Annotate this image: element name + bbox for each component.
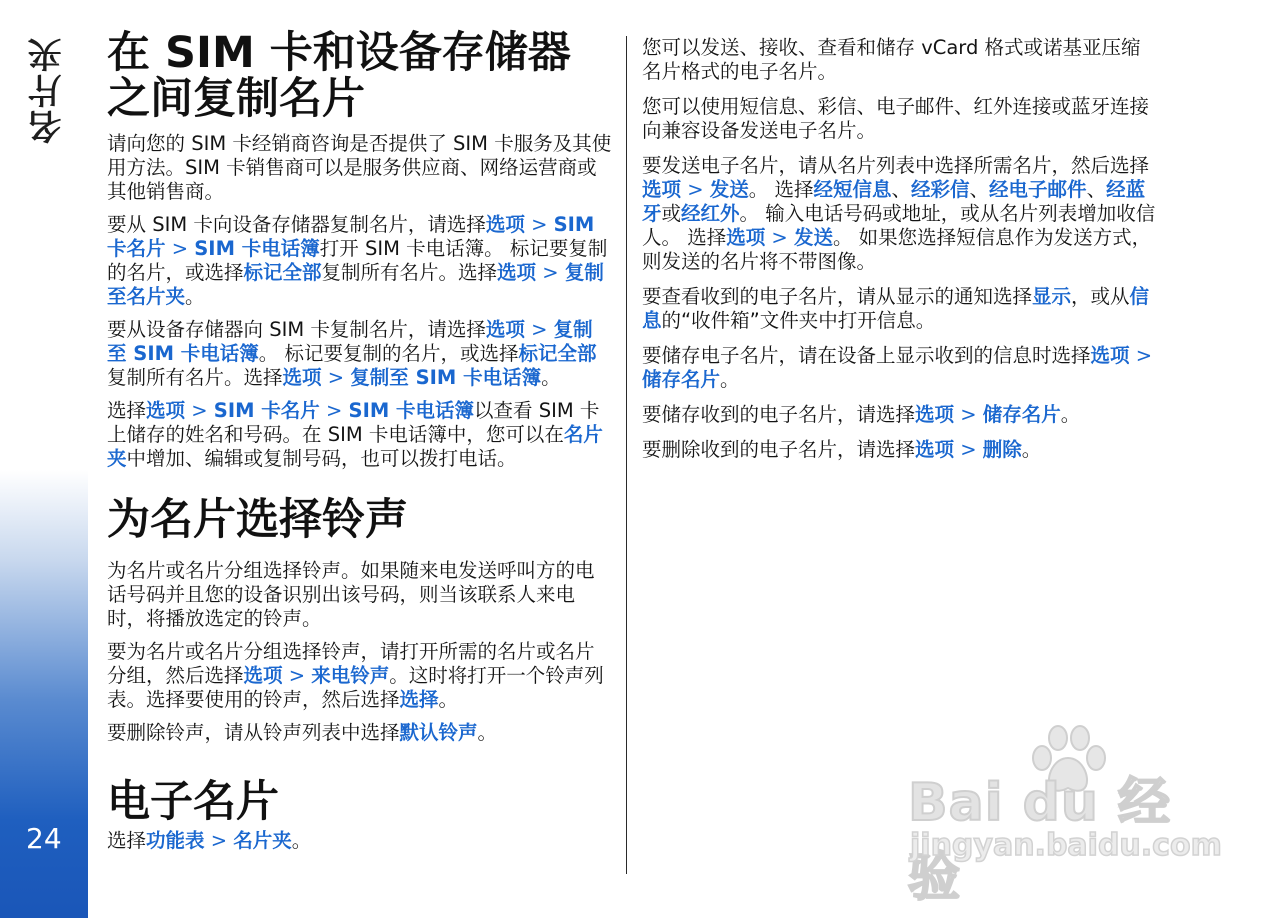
text-run: 以查看 SIM 卡上储存的姓名和号码。在 SIM 卡电话簿中，您可以在: [107, 399, 600, 446]
menu-command: 选项: [485, 318, 525, 341]
menu-command: 储存名片: [982, 403, 1061, 426]
section-heading-copy-contacts: 在 SIM 卡和设备存储器之间复制名片: [107, 28, 571, 124]
paragraph: [107, 318, 612, 390]
paragraph: [107, 213, 612, 309]
text-run: 中增加、编辑或复制号码，也可以拨打电话。: [126, 447, 517, 470]
paragraph: [642, 344, 1157, 392]
menu-command: SIM 卡电话簿: [194, 237, 320, 260]
text-run: 。 选择: [748, 178, 814, 201]
menu-command: 来电铃声: [311, 664, 390, 687]
menu-command: 标记全部: [518, 342, 597, 365]
text-run: 。 如果您选择短信息作为发送方式，则发送的名片将不带图像。: [642, 226, 1152, 273]
menu-separator: >: [524, 213, 554, 236]
menu-command: 功能表: [146, 829, 205, 852]
right-column: [642, 36, 1157, 473]
menu-separator: >: [954, 403, 983, 426]
menu-separator: >: [185, 399, 214, 422]
text-run: 您可以发送、接收、查看和储存 vCard 格式或诺基亚压缩名片格式的电子名片。: [642, 36, 1141, 83]
menu-separator: >: [1129, 344, 1153, 367]
text-run: 的“收件箱”文件夹中打开信息。: [661, 309, 936, 332]
paragraph: [107, 829, 612, 853]
text-run: 要为名片或名片分组选择铃声，请打开所需的名片或名片分组，然后选择: [107, 640, 595, 687]
text-run: 、: [891, 178, 912, 201]
text-run: 选择: [107, 829, 147, 852]
section-title: 名片夹: [28, 36, 68, 144]
menu-command: 信息: [642, 285, 1150, 332]
menu-separator: >: [681, 178, 710, 201]
paragraph: [642, 36, 1157, 84]
text-run: 选择: [107, 399, 147, 422]
text-run: 要删除收到的电子名片，请选择: [642, 438, 916, 461]
text-run: 、: [1086, 178, 1107, 201]
menu-separator: >: [536, 261, 565, 284]
watermark-url: jingyan.baidu.com: [910, 828, 1222, 863]
section-heading-business-cards: 电子名片: [107, 777, 279, 827]
text-run: 为名片或名片分组选择铃声。如果随来电发送呼叫方的电话号码并且您的设备识别出该号码，则当该联系人来电时，将播放选定的铃声。: [107, 559, 595, 630]
text-run: 要储存收到的电子名片，请选择: [642, 403, 916, 426]
text-run: 请向您的 SIM 卡经销商咨询是否提供了 SIM 卡服务及其使用方法。SIM 卡销售商可以是服务供应商、网络运营商或其他销售商。: [107, 132, 612, 203]
text-run: 打开 SIM 卡电话簿。 标记要复制的名片，或选择: [107, 237, 608, 284]
menu-command: 储存名片: [642, 368, 721, 391]
paragraph: [642, 438, 1157, 462]
menu-separator: >: [524, 318, 554, 341]
menu-command: 标记全部: [243, 261, 322, 284]
text-run: 。: [1060, 403, 1081, 426]
paragraph: [107, 559, 612, 631]
menu-command: 选择: [399, 688, 439, 711]
menu-command: 名片夹: [233, 829, 292, 852]
text-run: 。: [1021, 438, 1042, 461]
menu-command: SIM 卡名片: [107, 213, 595, 260]
menu-command: 复制至 SIM 卡电话簿: [107, 318, 593, 365]
text-run: 。 标记要复制的名片，或选择: [258, 342, 519, 365]
text-run: 。: [720, 368, 740, 391]
paragraph: [107, 640, 612, 712]
menu-command: 选项: [282, 366, 322, 389]
menu-command: 选项: [642, 178, 682, 201]
text-run: 。: [541, 366, 561, 389]
menu-command: 经彩信: [911, 178, 970, 201]
text-run: 要发送电子名片，请从名片列表中选择所需名片，然后选择: [642, 154, 1150, 177]
page-number: 24: [26, 822, 62, 855]
menu-command: SIM 卡电话簿: [348, 399, 475, 422]
menu-command: 经电子邮件: [989, 178, 1087, 201]
menu-command: 发送: [709, 178, 749, 201]
text-run: 您可以使用短信息、彩信、电子邮件、红外连接或蓝牙连接向兼容设备发送电子名片。: [642, 95, 1150, 142]
menu-command: 默认铃声: [399, 721, 478, 744]
paragraph: [107, 721, 612, 745]
paragraph: [107, 399, 612, 471]
menu-command: 经蓝牙: [642, 178, 1146, 225]
paragraph: [642, 95, 1157, 143]
menu-command: 经短信息: [813, 178, 892, 201]
menu-separator: >: [282, 664, 312, 687]
paragraph: [642, 285, 1157, 333]
menu-separator: >: [165, 237, 195, 260]
menu-command: 复制至 SIM 卡电话簿: [350, 366, 542, 389]
text-run: 。 输入电话号码或地址，或从名片列表增加收信人。 选择: [642, 202, 1156, 249]
text-run: 要从 SIM 卡向设备存储器复制名片，请选择: [107, 213, 486, 236]
menu-command: 选项: [243, 664, 283, 687]
menu-command: 选项: [485, 213, 525, 236]
menu-separator: >: [954, 438, 983, 461]
menu-command: 名片夹: [107, 423, 603, 470]
text-run: 复制所有名片。选择: [107, 366, 283, 389]
text-run: 。: [185, 285, 205, 308]
menu-command: 选项: [497, 261, 537, 284]
text-run: 要查看收到的电子名片，请从显示的通知选择: [642, 285, 1033, 308]
menu-separator: >: [321, 366, 351, 389]
text-run: 复制所有名片。选择: [321, 261, 498, 284]
paragraph: [107, 132, 612, 204]
text-run: 或: [661, 202, 682, 225]
menu-command: 选项: [915, 403, 955, 426]
menu-separator: >: [319, 399, 349, 422]
watermark-brand: Bai du 经验: [908, 773, 1171, 908]
menu-command: 选项: [726, 226, 766, 249]
menu-command: 显示: [1032, 285, 1072, 308]
text-run: 。: [477, 721, 498, 744]
menu-command: 发送: [793, 226, 833, 249]
menu-command: 复制至名片夹: [107, 261, 604, 308]
text-run: 要删除铃声，请从铃声列表中选择: [107, 721, 400, 744]
menu-command: 选项: [146, 399, 186, 422]
text-run: 要储存电子名片，请在设备上显示收到的信息时选择: [642, 344, 1091, 367]
text-run: 要从设备存储器向 SIM 卡复制名片，请选择: [107, 318, 486, 341]
menu-command: 删除: [982, 438, 1022, 461]
section-heading-ringtone: 为名片选择铃声: [107, 495, 408, 545]
left-column: [107, 30, 612, 862]
menu-command: SIM 卡名片: [213, 399, 320, 422]
baidu-watermark: [900, 722, 1222, 908]
text-run: 。这时将打开一个铃声列表。选择要使用的铃声，然后选择: [107, 664, 604, 711]
menu-command: 选项: [915, 438, 955, 461]
menu-command: 选项: [1090, 344, 1130, 367]
text-run: 、: [969, 178, 990, 201]
text-run: 。: [291, 829, 312, 852]
paragraph: [642, 403, 1157, 427]
menu-separator: >: [765, 226, 794, 249]
menu-separator: >: [204, 829, 234, 852]
menu-command: 经红外: [681, 202, 740, 225]
column-divider: [626, 36, 627, 874]
text-run: ，或从: [1071, 285, 1130, 308]
text-run: 。: [438, 688, 459, 711]
paragraph: [642, 154, 1157, 274]
